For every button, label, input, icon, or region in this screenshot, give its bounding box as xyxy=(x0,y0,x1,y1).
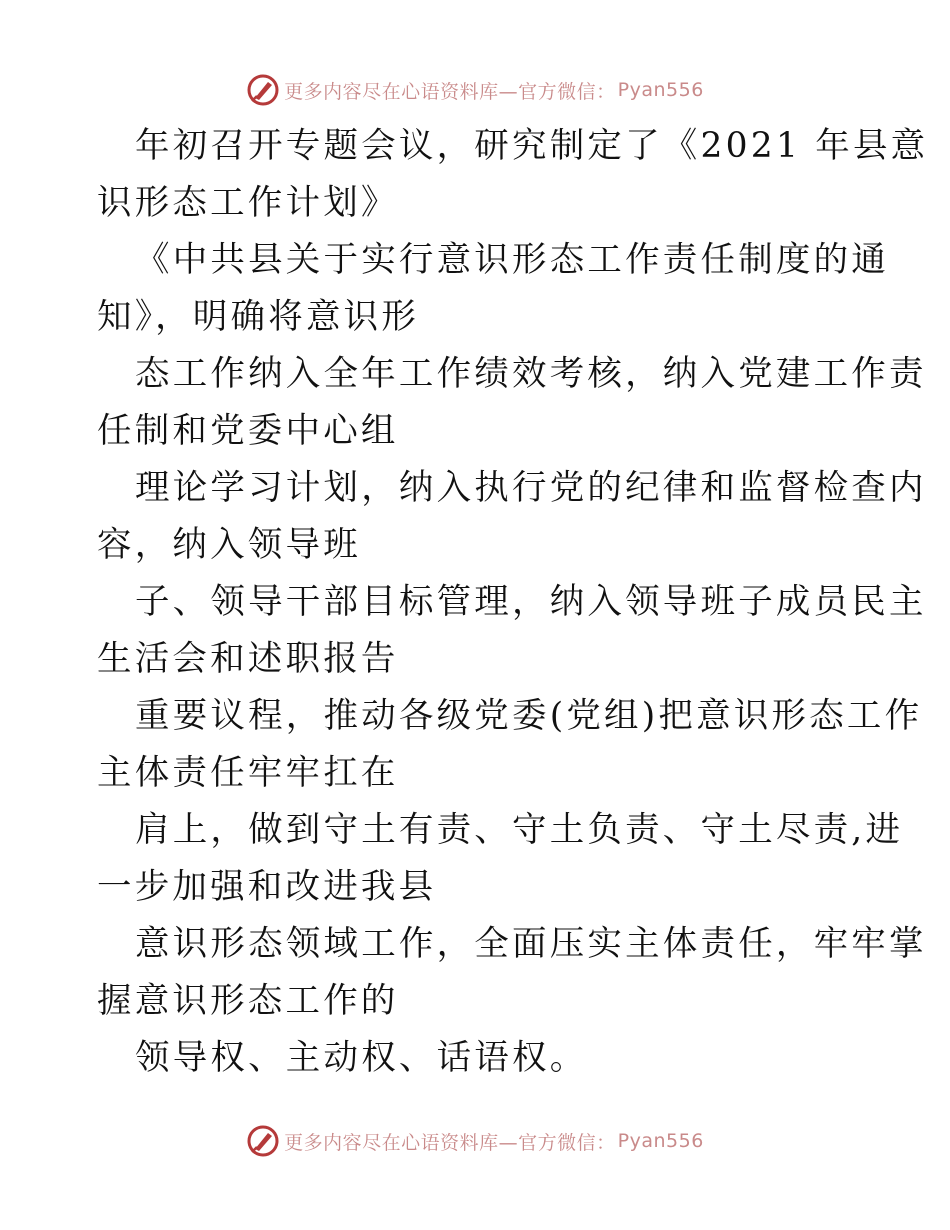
paragraph xyxy=(97,460,927,574)
paragraph-line: 生活会和述职报告 xyxy=(97,639,399,679)
document-body xyxy=(97,118,929,1087)
paragraph xyxy=(97,802,904,916)
paragraph xyxy=(97,346,927,460)
watermark-text: 更多内容尽在心语资料库—官方微信： xyxy=(284,80,616,103)
watermark-wechat-id: Pyan556 xyxy=(617,1130,704,1152)
paragraph-line: 任制和党委中心组 xyxy=(97,411,399,451)
paragraph-line: 一步加强和改进我县 xyxy=(97,867,437,907)
footer-watermark xyxy=(0,1121,950,1161)
quill-logo-icon xyxy=(246,1124,280,1158)
paragraph xyxy=(97,118,929,232)
paragraph-line: 年初召开专题会议，研究制定了《2021 年县意 xyxy=(135,126,929,166)
paragraph-line: 主体责任牢牢扛在 xyxy=(97,753,399,793)
quill-logo-icon xyxy=(246,73,280,107)
paragraph xyxy=(97,232,889,346)
paragraph xyxy=(97,574,927,688)
paragraph xyxy=(97,688,923,802)
header-watermark xyxy=(0,70,950,110)
paragraph-line: 《中共县关于实行意识形态工作责任制度的通 xyxy=(135,240,889,280)
watermark-wechat-id: Pyan556 xyxy=(617,79,704,101)
paragraph-line: 领导权、主动权、话语权。 xyxy=(135,1038,588,1078)
paragraph-line: 理论学习计划，纳入执行党的纪律和监督检查内 xyxy=(135,468,927,508)
paragraph xyxy=(97,1030,867,1087)
paragraph-line: 握意识形态工作的 xyxy=(97,981,399,1021)
paragraph-line: 意识形态领域工作，全面压实主体责任，牢牢掌 xyxy=(135,924,927,964)
paragraph-line: 态工作纳入全年工作绩效考核，纳入党建工作责 xyxy=(135,354,927,394)
paragraph-line: 识形态工作计划》 xyxy=(97,183,399,223)
paragraph xyxy=(97,916,927,1030)
watermark-text: 更多内容尽在心语资料库—官方微信： xyxy=(284,1131,616,1154)
paragraph-line: 容，纳入领导班 xyxy=(97,525,361,565)
paragraph-line: 子、领导干部目标管理，纳入领导班子成员民主 xyxy=(135,582,927,622)
paragraph-line: 知》，明确将意识形 xyxy=(97,297,420,337)
paragraph-line: 重要议程，推动各级党委(党组)把意识形态工作 xyxy=(135,696,923,736)
paragraph-line: 肩上，做到守土有责、守土负责、守土尽责,进 xyxy=(135,810,904,850)
